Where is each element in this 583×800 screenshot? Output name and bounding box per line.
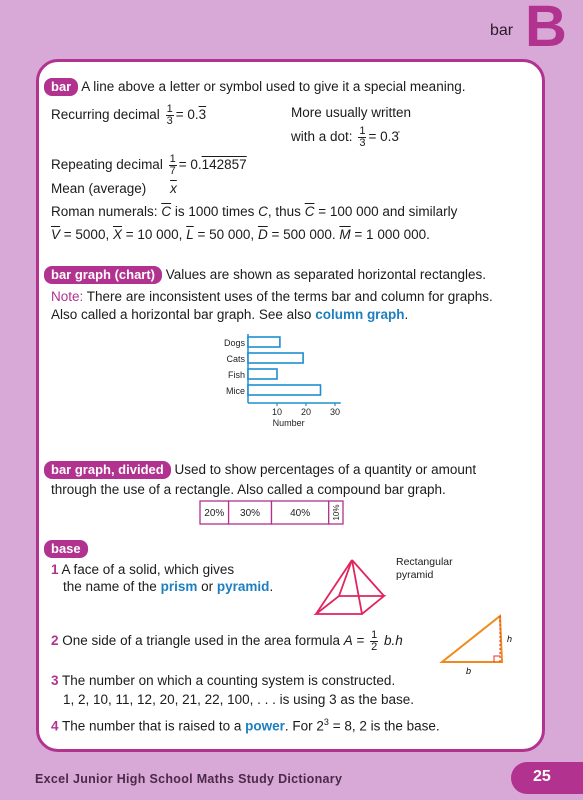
triangle-base-label: b <box>466 666 472 676</box>
more-usually-written: More usually written <box>291 105 412 120</box>
divided-segment-label: 30% <box>240 508 261 519</box>
base-item-3-line-2: 1, 2, 10, 11, 12, 20, 21, 22, 100, . . . is using 3 as the base. <box>63 692 414 707</box>
divided-bar-graph-heading <box>44 461 476 479</box>
dot-eq: = 0.3̇ <box>368 129 399 145</box>
base-item-1-line-2: the name of the prism or pyramid. <box>63 579 274 594</box>
fraction: $\frac{1}{2}$ <box>371 629 378 653</box>
page-number: 25 <box>533 768 551 785</box>
roman-line-2: $\overline{V} = 5000$, $\overline{X} = 10$ 000, $\overline{L} = 50$ 000, $\overline{D} = 500$ 000. $\overline{M} = 1$ 000 000. <box>51 227 430 242</box>
base-entry-heading <box>44 540 88 558</box>
with-dot-text: with a dot: <box>291 129 353 145</box>
horizontal-bar-chart <box>215 330 355 430</box>
recurring-decimal-line <box>51 104 206 127</box>
pyramid-caption: Rectangular pyramid <box>396 556 453 581</box>
power-link[interactable]: power <box>245 718 285 734</box>
repeating-label: Repeating decimal <box>51 157 163 173</box>
x-tick-label: 10 <box>271 407 283 417</box>
bar-fish <box>248 369 277 379</box>
repeating-decimal-line <box>51 154 247 177</box>
recurring-label: Recurring decimal <box>51 107 160 123</box>
pyramid-link[interactable]: pyramid <box>216 579 270 594</box>
x-tick-label: 20 <box>300 407 312 417</box>
x-tick-label: 30 <box>329 407 341 417</box>
fraction: $\frac{1}{7}$ <box>169 153 176 177</box>
repeating-digits: 142857 <box>201 157 247 173</box>
bar-entry-heading <box>44 78 465 96</box>
divided-definition-2: through the use of a rectangle. Also called a compound bar graph. <box>51 482 446 497</box>
triangle-diagram <box>436 612 518 678</box>
term-tag-bar-graph: bar graph (chart) <box>44 266 162 284</box>
divided-segment-label: 20% <box>204 508 225 519</box>
x-axis-title: Number <box>272 418 305 428</box>
category-label: Cats <box>226 354 245 364</box>
roman-line-1: Roman numerals: $\overline{C}$ is 1000 times C, thus $\overline{C} = 100$ 000 and similarly <box>51 204 458 219</box>
fraction: $\frac{1}{3}$ <box>359 125 366 149</box>
divided-definition: Used to show percentages of a quantity or amount <box>174 462 477 477</box>
dot-notation-line <box>291 126 399 149</box>
mean-line <box>51 180 177 197</box>
recurring-digit: 3 <box>198 107 207 123</box>
header-letter: B <box>525 0 567 59</box>
prism-link[interactable]: prism <box>160 579 198 594</box>
category-label: Mice <box>225 386 245 396</box>
note-label: Note: <box>51 289 84 304</box>
triangle-height-label: h <box>507 634 513 644</box>
base-item-3-line-1: 3 The number on which a counting system is constructed. <box>51 673 396 688</box>
bar-graph-also: Also called a horizontal bar graph. See also column graph. <box>51 307 409 322</box>
bar-graph-entry-heading <box>44 266 486 284</box>
rectangular-pyramid-diagram <box>312 556 390 620</box>
term-tag-bar: bar <box>44 78 78 96</box>
category-label: Dogs <box>223 338 245 348</box>
divided-segment-label: 10% <box>331 504 341 521</box>
term-tag-base: base <box>44 540 88 558</box>
bar-dogs <box>248 337 280 347</box>
divided-segment-label: 40% <box>290 508 311 519</box>
column-graph-link[interactable]: column graph <box>315 307 405 322</box>
bar-definition: A line above a letter or symbol used to give it a special meaning. <box>81 79 466 94</box>
base-item-2: 2 One side of a triangle used in the area formula A = $\frac{1}{2}$ b.h <box>51 629 403 653</box>
mean-symbol: $\overline{x}$ <box>170 181 177 196</box>
category-label: Fish <box>227 370 245 380</box>
note-text: There are inconsistent uses of the terms bar and column for graphs. <box>86 289 493 304</box>
fraction: $\frac{1}{3}$ <box>166 103 173 127</box>
mean-label: Mean (average) <box>51 181 147 196</box>
header-guide-word: bar <box>490 22 514 39</box>
bar-graph-note <box>51 288 493 305</box>
footer-book-title: Excel Junior High School Maths Study Dictionary <box>35 772 343 786</box>
bar-graph-definition: Values are shown as separated horizontal rectangles. <box>165 267 486 282</box>
base-item-1-line-1: 1 A face of a solid, which gives <box>51 562 235 577</box>
repeating-eq: = 0. <box>178 157 202 173</box>
term-tag-divided: bar graph, divided <box>44 461 171 479</box>
divided-bar-graph <box>199 500 344 527</box>
bar-mice <box>248 385 321 395</box>
recurring-eq: = 0. <box>175 107 199 123</box>
base-item-4: 4 The number that is raised to a power. For $2^3 = 8$, 2 is the base. <box>51 717 440 734</box>
bar-cats <box>248 353 303 363</box>
